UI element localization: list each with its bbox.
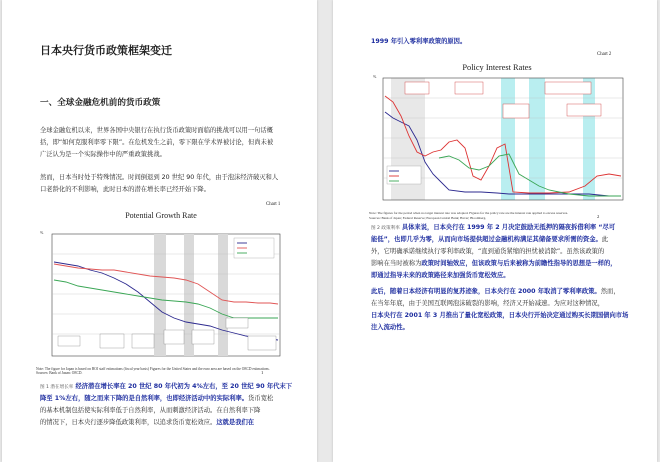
bold-sentence: 日本央行在 2001 年 3 月推出了量化宽松政策，日本央行开始决定通过购买长期国债向市场 xyxy=(371,312,629,319)
chart-title: Policy Interest Rates xyxy=(462,63,532,72)
document-title: 日本央行货币政策框架变迁 xyxy=(40,44,172,57)
shaded-period xyxy=(501,78,515,200)
chart-number: Chart 2 xyxy=(597,52,612,57)
bold-sentence: 能低”，也即几乎为零，从而向市场提供超过金融机构满足其储备要求所需的资金。 xyxy=(371,236,602,243)
section-heading: 一、全球金融危机前的货币政策 xyxy=(40,98,161,108)
paragraph-line: 全球金融危机以来，世界各国中央银行在执行货币政策时面临的挑战可以用一句话概 xyxy=(40,127,273,134)
annotation-box xyxy=(248,336,276,350)
y-axis-unit: % xyxy=(40,230,44,235)
bold-sentence: 具体来说，日本央行在 1999 年 2 月决定鼓励无抵押的隔夜拆借利率 “尽可 xyxy=(401,224,616,231)
annotation-box xyxy=(132,334,154,348)
annotation-box xyxy=(192,330,214,344)
potential-growth-chart xyxy=(36,206,286,374)
chart-note: Note: The figure for Japan is based on BOJ staff estimations (fiscal year basis) Figures for the United States and the euro area are based on the OECD estimations. xyxy=(36,367,270,371)
paragraph-line: 在当年年底，由于美国互联网泡沫破裂的影响，经济又开始减速。为应对这种情况， xyxy=(371,300,604,307)
annotation-box xyxy=(58,336,80,346)
paragraph-line: 广泛认为是一个实际操作中的严重政策挑战。 xyxy=(40,151,166,158)
shaded-period xyxy=(218,234,228,356)
bold-sentence: 即通过指导未来的政策路径来加强货币宽松效应。 xyxy=(371,272,510,279)
paragraph-line: 括，即“如何克服利率零下限”。在危机发生之前，零下限在学术界被讨论，但尚未被 xyxy=(40,139,274,146)
annotation-box xyxy=(455,82,483,94)
shaded-period xyxy=(583,78,595,200)
bold-sentence: 经济潜在增长率在 20 世纪 80 年代初为 4%左右，至 20 世纪 90 年代末下 xyxy=(75,383,293,390)
annotation-box xyxy=(164,330,184,344)
paragraph-line: 的基本机制包括使实际利率低于自然利率，从而刺激经济活动。在自然利率下降 xyxy=(40,407,261,414)
continued-line: 1999 年引入零利率政策的原因。 xyxy=(371,38,467,45)
bold-sentence: 这就是我们在 xyxy=(216,419,255,426)
annotation-box xyxy=(567,104,601,116)
paragraph-text: 货币宽松 xyxy=(248,395,274,402)
figure-caption: 图 1 潜在增长率 xyxy=(40,385,74,390)
annotation-box xyxy=(545,82,591,94)
paragraph-text: 然而， xyxy=(600,288,620,295)
chart-title: Potential Growth Rate xyxy=(125,211,197,220)
policy-rates-chart xyxy=(369,56,625,220)
figure-caption: 图 2 政策利率 xyxy=(371,226,400,231)
page-number: 2 xyxy=(597,214,600,219)
chart-number: Chart 1 xyxy=(266,202,281,207)
chart-source: Sources: Bank of Japan; Federal Reserve; European Central Bank; Haver; Bloomberg. xyxy=(369,216,487,220)
annotation-box xyxy=(405,82,429,94)
chart-note: Note: The figures for the period when no target interest rate was adopted. Figures for the policy rate are the interest rate applied to excess reserves. xyxy=(369,211,569,215)
paragraph-line: 外，它明确承诺继续执行零利率政策，“直到通货紧缩的担忧被消除”。虽然该政策的 xyxy=(371,248,605,255)
paragraph-text: 此 xyxy=(601,236,609,243)
bold-sentence: 政策时间轴效应，但该政策与后来被称为前瞻性指导的思想是一样的， xyxy=(421,260,617,267)
bold-sentence: 此后，随着日本经济有明显的复苏迹象，日本央行在 2000 年取消了零利率政策。 xyxy=(371,288,601,295)
document-page-2 xyxy=(333,0,657,462)
annotation-box xyxy=(503,104,529,118)
bold-sentence: 注入流动性。 xyxy=(371,324,409,331)
paragraph-line: 口老龄化的不利影响，此时日本的潜在增长率已经开始下降。 xyxy=(40,186,211,193)
bold-sentence: 降至 1%左右，随之而来下降的是自然利率，也即经济活动中的实际利率。 xyxy=(40,395,249,402)
y-axis-unit: % xyxy=(373,74,377,79)
document-page-1 xyxy=(2,0,317,462)
paragraph-text: 影响在当时被称为 xyxy=(371,260,422,267)
paragraph-text: 的情况下，日本央行逐步降低政策利率，以追求货币宽松效应。 xyxy=(40,419,217,426)
annotation-box xyxy=(100,334,124,348)
page-number: 1 xyxy=(261,370,264,375)
annotation-box xyxy=(226,318,248,328)
chart-source: Sources: Bank of Japan; OECD. xyxy=(36,371,83,374)
paragraph-line: 然而，日本当时处于特殊情况。时间倒退到 20 世纪 90 年代，由于泡沫经济破灭和人 xyxy=(40,174,279,181)
